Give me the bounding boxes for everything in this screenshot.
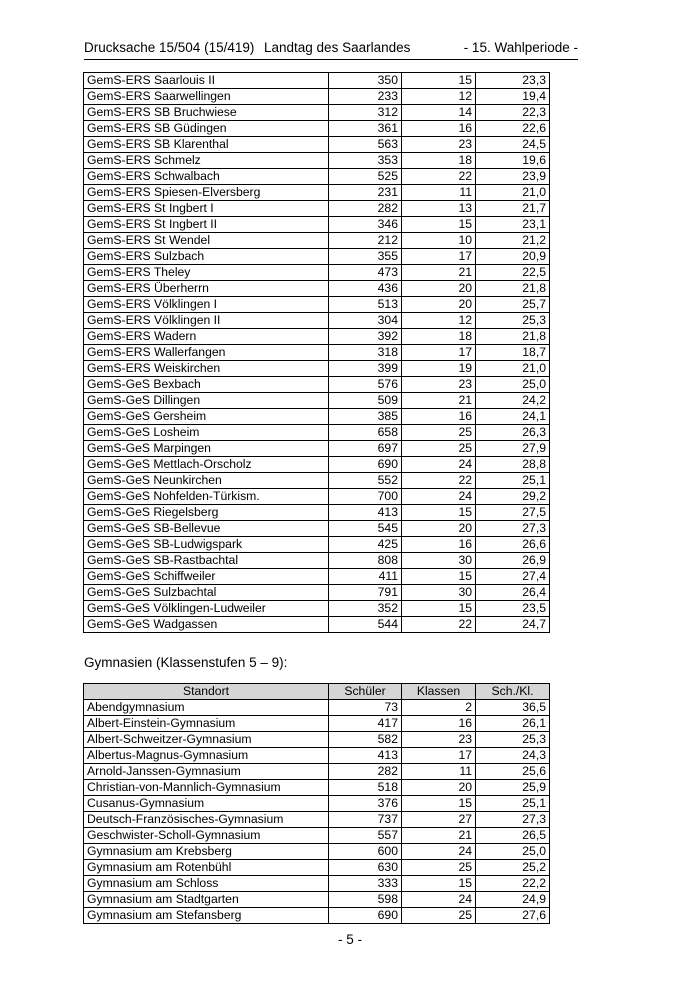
table-row (84, 748, 550, 764)
school-name-cell: GemS-ERS St Ingbert I (84, 201, 329, 217)
students-per-class-cell: 25,0 (476, 844, 550, 860)
students-cell: 690 (329, 457, 402, 473)
students-cell: 690 (329, 908, 402, 924)
students-cell: 425 (329, 537, 402, 553)
school-name-cell: Albert-Einstein-Gymnasium (84, 716, 329, 732)
students-per-class-cell: 22,3 (476, 105, 550, 121)
students-cell: 545 (329, 521, 402, 537)
classes-cell: 24 (402, 844, 476, 860)
schools-table-gymnasien (83, 683, 550, 924)
table-row (84, 441, 550, 457)
table-row (84, 73, 550, 89)
schools-table-gems (83, 72, 550, 633)
students-cell: 700 (329, 489, 402, 505)
school-name-cell: GemS-GeS Losheim (84, 425, 329, 441)
students-per-class-cell: 26,3 (476, 425, 550, 441)
institution-name: Landtag des Saarlandes (264, 40, 411, 55)
table-row (84, 409, 550, 425)
classes-cell: 15 (402, 73, 476, 89)
table-row (84, 844, 550, 860)
classes-cell: 27 (402, 812, 476, 828)
students-cell: 509 (329, 393, 402, 409)
students-cell: 392 (329, 329, 402, 345)
school-name-cell: GemS-GeS Völklingen-Ludweiler (84, 601, 329, 617)
school-name-cell: GemS-ERS Weiskirchen (84, 361, 329, 377)
table-row (84, 505, 550, 521)
students-cell: 361 (329, 121, 402, 137)
classes-cell: 12 (402, 89, 476, 105)
table-row (84, 457, 550, 473)
school-name-cell: GemS-ERS SB Klarenthal (84, 137, 329, 153)
table-row (84, 393, 550, 409)
school-name-cell: Deutsch-Französisches-Gymnasium (84, 812, 329, 828)
table-row (84, 617, 550, 633)
students-per-class-cell: 21,8 (476, 329, 550, 345)
students-per-class-cell: 25,2 (476, 860, 550, 876)
classes-cell: 25 (402, 425, 476, 441)
classes-cell: 15 (402, 217, 476, 233)
table-row (84, 601, 550, 617)
table-row (84, 860, 550, 876)
classes-cell: 18 (402, 153, 476, 169)
students-per-class-cell: 36,5 (476, 700, 550, 716)
school-name-cell: GemS-GeS Neunkirchen (84, 473, 329, 489)
school-name-cell: GemS-ERS Überherrn (84, 281, 329, 297)
classes-cell: 16 (402, 409, 476, 425)
students-per-class-cell: 21,2 (476, 233, 550, 249)
school-name-cell: GemS-ERS Sulzbach (84, 249, 329, 265)
students-per-class-cell: 20,9 (476, 249, 550, 265)
classes-cell: 16 (402, 121, 476, 137)
classes-cell: 23 (402, 377, 476, 393)
students-cell: 518 (329, 780, 402, 796)
students-cell: 282 (329, 201, 402, 217)
school-name-cell: GemS-GeS SB-Ludwigspark (84, 537, 329, 553)
students-per-class-cell: 24,2 (476, 393, 550, 409)
table-row (84, 89, 550, 105)
classes-cell: 22 (402, 473, 476, 489)
school-name-cell: GemS-GeS Marpingen (84, 441, 329, 457)
students-per-class-cell: 27,9 (476, 441, 550, 457)
table-row (84, 780, 550, 796)
students-per-class-cell: 26,5 (476, 828, 550, 844)
students-cell: 473 (329, 265, 402, 281)
classes-cell: 11 (402, 764, 476, 780)
students-per-class-cell: 18,7 (476, 345, 550, 361)
classes-cell: 13 (402, 201, 476, 217)
students-per-class-cell: 27,5 (476, 505, 550, 521)
students-per-class-cell: 19,6 (476, 153, 550, 169)
table-row (84, 297, 550, 313)
students-per-class-cell: 19,4 (476, 89, 550, 105)
students-cell: 304 (329, 313, 402, 329)
table-row (84, 105, 550, 121)
students-cell: 231 (329, 185, 402, 201)
classes-cell: 25 (402, 860, 476, 876)
school-name-cell: GemS-ERS St Wendel (84, 233, 329, 249)
students-cell: 233 (329, 89, 402, 105)
classes-cell: 12 (402, 313, 476, 329)
table-row (84, 812, 550, 828)
header-rule (84, 59, 578, 60)
students-per-class-cell: 26,1 (476, 716, 550, 732)
classes-cell: 21 (402, 828, 476, 844)
table-row (84, 489, 550, 505)
table-row (84, 732, 550, 748)
school-name-cell: GemS-GeS Mettlach-Orscholz (84, 457, 329, 473)
students-cell: 552 (329, 473, 402, 489)
students-per-class-cell: 21,0 (476, 361, 550, 377)
school-name-cell: GemS-ERS SB Bruchwiese (84, 105, 329, 121)
students-cell: 282 (329, 764, 402, 780)
students-cell: 658 (329, 425, 402, 441)
students-cell: 557 (329, 828, 402, 844)
students-cell: 417 (329, 716, 402, 732)
classes-cell: 25 (402, 908, 476, 924)
students-per-class-cell: 26,4 (476, 585, 550, 601)
students-cell: 697 (329, 441, 402, 457)
table-row (84, 185, 550, 201)
classes-cell: 24 (402, 892, 476, 908)
school-name-cell: Gymnasium am Stefansberg (84, 908, 329, 924)
classes-cell: 15 (402, 569, 476, 585)
school-name-cell: GemS-ERS Völklingen I (84, 297, 329, 313)
students-per-class-cell: 25,6 (476, 764, 550, 780)
table-row (84, 796, 550, 812)
page-header (84, 40, 578, 60)
students-cell: 413 (329, 505, 402, 521)
students-per-class-cell: 24,3 (476, 748, 550, 764)
table-row (84, 137, 550, 153)
classes-cell: 19 (402, 361, 476, 377)
students-per-class-cell: 26,6 (476, 537, 550, 553)
school-name-cell: GemS-ERS Saarlouis II (84, 73, 329, 89)
students-cell: 630 (329, 860, 402, 876)
table-row (84, 473, 550, 489)
school-name-cell: Albertus-Magnus-Gymnasium (84, 748, 329, 764)
document-reference: Drucksache 15/504 (15/419) (84, 40, 255, 55)
students-cell: 353 (329, 153, 402, 169)
classes-cell: 21 (402, 265, 476, 281)
school-name-cell: Arnold-Janssen-Gymnasium (84, 764, 329, 780)
students-cell: 598 (329, 892, 402, 908)
classes-cell: 25 (402, 441, 476, 457)
students-per-class-cell: 27,3 (476, 812, 550, 828)
classes-cell: 24 (402, 457, 476, 473)
school-name-cell: GemS-GeS SB-Bellevue (84, 521, 329, 537)
students-per-class-cell: 23,9 (476, 169, 550, 185)
classes-cell: 15 (402, 876, 476, 892)
classes-cell: 10 (402, 233, 476, 249)
students-per-class-cell: 29,2 (476, 489, 550, 505)
classes-cell: 30 (402, 553, 476, 569)
students-per-class-cell: 21,8 (476, 281, 550, 297)
classes-cell: 23 (402, 732, 476, 748)
table-row (84, 425, 550, 441)
classes-cell: 14 (402, 105, 476, 121)
table-row (84, 249, 550, 265)
students-per-class-cell: 21,7 (476, 201, 550, 217)
table-row (84, 377, 550, 393)
school-name-cell: GemS-ERS Wadern (84, 329, 329, 345)
school-name-cell: Gymnasium am Schloss (84, 876, 329, 892)
school-name-cell: GemS-GeS Wadgassen (84, 617, 329, 633)
students-cell: 737 (329, 812, 402, 828)
students-cell: 544 (329, 617, 402, 633)
students-cell: 413 (329, 748, 402, 764)
column-header-standort: Standort (84, 684, 329, 700)
table-row (84, 345, 550, 361)
classes-cell: 15 (402, 601, 476, 617)
classes-cell: 2 (402, 700, 476, 716)
school-name-cell: GemS-ERS Schmelz (84, 153, 329, 169)
students-per-class-cell: 24,7 (476, 617, 550, 633)
table-row (84, 892, 550, 908)
school-name-cell: GemS-GeS Riegelsberg (84, 505, 329, 521)
column-header-schueler-pro-klasse: Sch./Kl. (476, 684, 550, 700)
students-cell: 563 (329, 137, 402, 153)
students-cell: 436 (329, 281, 402, 297)
students-per-class-cell: 23,3 (476, 73, 550, 89)
table-row (84, 121, 550, 137)
students-cell: 352 (329, 601, 402, 617)
students-per-class-cell: 24,9 (476, 892, 550, 908)
classes-cell: 20 (402, 780, 476, 796)
students-per-class-cell: 25,9 (476, 780, 550, 796)
table-row (84, 553, 550, 569)
students-per-class-cell: 22,2 (476, 876, 550, 892)
students-per-class-cell: 26,9 (476, 553, 550, 569)
table-header-row (84, 684, 550, 700)
students-per-class-cell: 27,4 (476, 569, 550, 585)
table-row (84, 521, 550, 537)
column-header-klassen: Klassen (402, 684, 476, 700)
table-row (84, 233, 550, 249)
students-per-class-cell: 25,1 (476, 796, 550, 812)
table-row (84, 585, 550, 601)
school-name-cell: Gymnasium am Stadtgarten (84, 892, 329, 908)
classes-cell: 16 (402, 716, 476, 732)
classes-cell: 15 (402, 505, 476, 521)
students-per-class-cell: 28,8 (476, 457, 550, 473)
students-per-class-cell: 25,1 (476, 473, 550, 489)
classes-cell: 30 (402, 585, 476, 601)
school-name-cell: GemS-ERS Saarwellingen (84, 89, 329, 105)
table-row (84, 217, 550, 233)
school-name-cell: Christian-von-Mannlich-Gymnasium (84, 780, 329, 796)
school-name-cell: Geschwister-Scholl-Gymnasium (84, 828, 329, 844)
school-name-cell: GemS-ERS Spiesen-Elversberg (84, 185, 329, 201)
students-cell: 346 (329, 217, 402, 233)
students-cell: 355 (329, 249, 402, 265)
students-cell: 312 (329, 105, 402, 121)
table-row (84, 313, 550, 329)
students-cell: 73 (329, 700, 402, 716)
school-name-cell: GemS-GeS SB-Rastbachtal (84, 553, 329, 569)
classes-cell: 20 (402, 297, 476, 313)
page-number: - 5 - (337, 932, 362, 947)
table-row (84, 700, 550, 716)
classes-cell: 16 (402, 537, 476, 553)
table-row (84, 169, 550, 185)
classes-cell: 17 (402, 748, 476, 764)
table-row (84, 569, 550, 585)
students-cell: 525 (329, 169, 402, 185)
table-row (84, 329, 550, 345)
students-per-class-cell: 27,6 (476, 908, 550, 924)
students-cell: 350 (329, 73, 402, 89)
students-per-class-cell: 25,7 (476, 297, 550, 313)
students-per-class-cell: 25,0 (476, 377, 550, 393)
students-per-class-cell: 23,1 (476, 217, 550, 233)
classes-cell: 21 (402, 393, 476, 409)
school-name-cell: GemS-ERS St Ingbert II (84, 217, 329, 233)
table-row (84, 764, 550, 780)
students-cell: 791 (329, 585, 402, 601)
table-row (84, 281, 550, 297)
school-name-cell: Albert-Schweitzer-Gymnasium (84, 732, 329, 748)
students-cell: 808 (329, 553, 402, 569)
students-cell: 333 (329, 876, 402, 892)
students-per-class-cell: 27,3 (476, 521, 550, 537)
students-per-class-cell: 21,0 (476, 185, 550, 201)
students-per-class-cell: 23,5 (476, 601, 550, 617)
table-row (84, 876, 550, 892)
column-header-schueler: Schüler (329, 684, 402, 700)
students-cell: 399 (329, 361, 402, 377)
classes-cell: 23 (402, 137, 476, 153)
classes-cell: 24 (402, 489, 476, 505)
table-row (84, 201, 550, 217)
school-name-cell: GemS-ERS Völklingen II (84, 313, 329, 329)
students-per-class-cell: 25,3 (476, 313, 550, 329)
table-row (84, 908, 550, 924)
students-cell: 385 (329, 409, 402, 425)
school-name-cell: GemS-GeS Bexbach (84, 377, 329, 393)
school-name-cell: Cusanus-Gymnasium (84, 796, 329, 812)
legislative-period: - 15. Wahlperiode - (463, 40, 578, 55)
classes-cell: 22 (402, 617, 476, 633)
school-name-cell: GemS-GeS Dillingen (84, 393, 329, 409)
students-cell: 513 (329, 297, 402, 313)
students-cell: 376 (329, 796, 402, 812)
students-per-class-cell: 24,5 (476, 137, 550, 153)
school-name-cell: GemS-GeS Schiffweiler (84, 569, 329, 585)
school-name-cell: Abendgymnasium (84, 700, 329, 716)
table-row (84, 265, 550, 281)
students-per-class-cell: 22,6 (476, 121, 550, 137)
students-per-class-cell: 24,1 (476, 409, 550, 425)
students-per-class-cell: 25,3 (476, 732, 550, 748)
classes-cell: 15 (402, 796, 476, 812)
classes-cell: 17 (402, 249, 476, 265)
school-name-cell: Gymnasium am Rotenbühl (84, 860, 329, 876)
students-per-class-cell: 22,5 (476, 265, 550, 281)
school-name-cell: Gymnasium am Krebsberg (84, 844, 329, 860)
section-heading-gymnasien: Gymnasien (Klassenstufen 5 – 9): (84, 655, 288, 670)
school-name-cell: GemS-ERS Wallerfangen (84, 345, 329, 361)
school-name-cell: GemS-GeS Sulzbachtal (84, 585, 329, 601)
classes-cell: 20 (402, 521, 476, 537)
school-name-cell: GemS-GeS Gersheim (84, 409, 329, 425)
table-row (84, 716, 550, 732)
students-cell: 576 (329, 377, 402, 393)
classes-cell: 17 (402, 345, 476, 361)
classes-cell: 22 (402, 169, 476, 185)
school-name-cell: GemS-ERS SB Güdingen (84, 121, 329, 137)
school-name-cell: GemS-ERS Theley (84, 265, 329, 281)
table-row (84, 153, 550, 169)
school-name-cell: GemS-ERS Schwalbach (84, 169, 329, 185)
table-row (84, 828, 550, 844)
students-cell: 582 (329, 732, 402, 748)
classes-cell: 18 (402, 329, 476, 345)
table-row (84, 361, 550, 377)
classes-cell: 11 (402, 185, 476, 201)
school-name-cell: GemS-GeS Nohfelden-Türkism. (84, 489, 329, 505)
students-cell: 411 (329, 569, 402, 585)
table-row (84, 537, 550, 553)
students-cell: 318 (329, 345, 402, 361)
classes-cell: 20 (402, 281, 476, 297)
students-cell: 600 (329, 844, 402, 860)
students-cell: 212 (329, 233, 402, 249)
